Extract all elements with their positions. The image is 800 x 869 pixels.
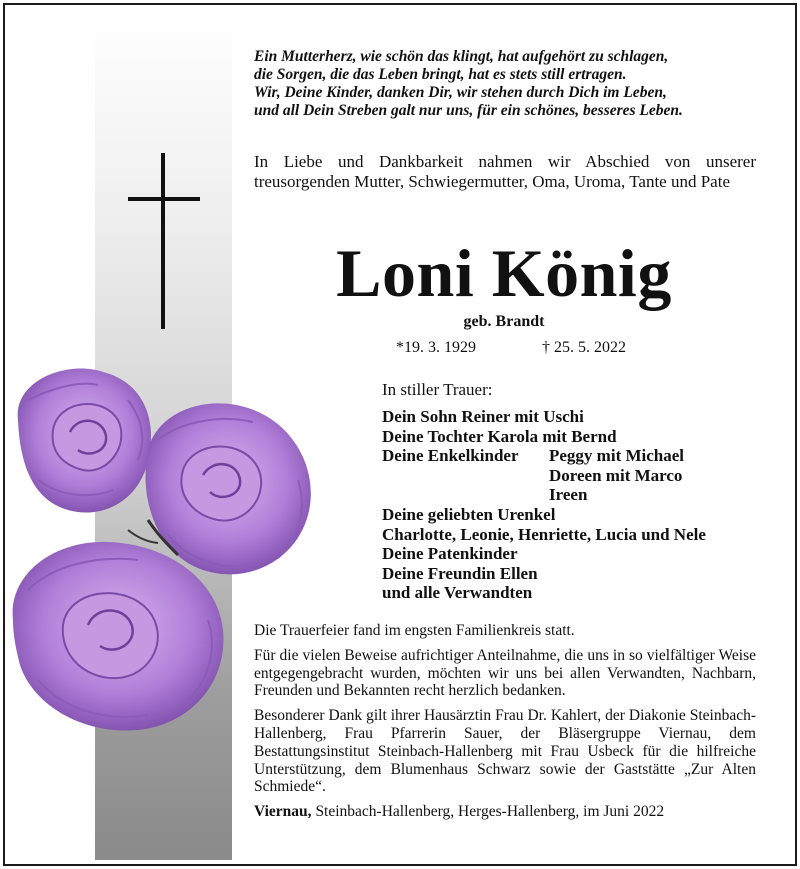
- grandchild-name: Peggy mit Michael: [549, 446, 685, 466]
- great-grandchildren-names: Charlotte, Leonie, Henriette, Lucia und Nele: [382, 524, 706, 544]
- place-and-date: [254, 803, 756, 821]
- special-thanks-paragraph: Besonderer Dank gilt ihrer Hausärztin Frau Dr. Kahlert, der Diakonie Steinbach-Hallenberg, Frau Pfarrerin Sauer, der Bläsergruppe Viernau, dem Bestattungsinstitut Steinbach-Hallenberg mit Frau Usbeck für die hilfreiche Unterstützung, dem Blumenhaus Schwarz sowie der Gaststätte „Zur Alten Schmiede“.: [254, 707, 756, 796]
- poem-line: und all Dein Streben galt nur uns, für ein schönes, besseres Leben.: [254, 102, 683, 119]
- farewell-intro: In Liebe und Dankbarkeit nahmen wir Abschied von unserer treusorgenden Mutter, Schwiegermutter, Oma, Uroma, Tante und Pate: [254, 152, 756, 191]
- poem-line: die Sorgen, die das Leben bringt, hat es stets still ertragen.: [254, 66, 627, 83]
- place-town: Viernau,: [254, 803, 312, 821]
- mourner-son: Dein Sohn Reiner mit Uschi: [382, 407, 584, 426]
- rose-bottom: [13, 542, 224, 731]
- grandchild-name: Doreen mit Marco: [549, 465, 683, 485]
- great-grandchildren-label: Deine geliebten Urenkel: [382, 504, 556, 524]
- funeral-note: Die Trauerfeier fand im engsten Familienkreis statt.: [254, 622, 575, 639]
- poem-line: Ein Mutterherz, wie schön das klingt, hat aufgehört zu schlagen,: [254, 48, 669, 65]
- life-dates: [396, 338, 626, 358]
- maiden-name: geb. Brandt: [463, 313, 545, 330]
- thanks-paragraph: Für die vielen Beweise aufrichtiger Anteilnahme, die uns in so vielfältiger Weise entgegengebracht wurden, möchten wir uns bei allen Verwandten, Nachbarn, Freunden und Bekannten recht herzlich bedanken.: [254, 646, 756, 700]
- mourner-relatives: und alle Verwandten: [382, 583, 533, 603]
- mourner-daughter: Deine Tochter Karola mit Bernd: [382, 426, 617, 446]
- place-rest: Steinbach-Hallenberg, Herges-Hallenberg, im Juni 2022: [311, 803, 665, 821]
- rose-top-left: [18, 369, 151, 513]
- grandchildren-label: Deine Enkelkinder: [382, 446, 519, 466]
- grandchildren-row: [382, 446, 772, 466]
- mourners-list: [382, 407, 772, 603]
- birth-date: *19. 3. 1929: [396, 339, 476, 356]
- poem-line: Wir, Deine Kinder, danken Dir, wir stehen durch Dich im Leben,: [254, 84, 667, 101]
- mourner-friend: Deine Freundin Ellen: [382, 563, 538, 583]
- notice-texts: [254, 622, 756, 828]
- mourning-title: In stiller Trauer:: [382, 380, 493, 399]
- poem-verse: [254, 48, 774, 120]
- death-date: † 25. 5. 2022: [542, 339, 626, 356]
- grandchild-name: Ireen: [549, 485, 588, 505]
- deceased-name: Loni König: [336, 235, 672, 311]
- cross-icon: [128, 153, 200, 329]
- mourner-godchildren: Deine Patenkinder: [382, 544, 518, 564]
